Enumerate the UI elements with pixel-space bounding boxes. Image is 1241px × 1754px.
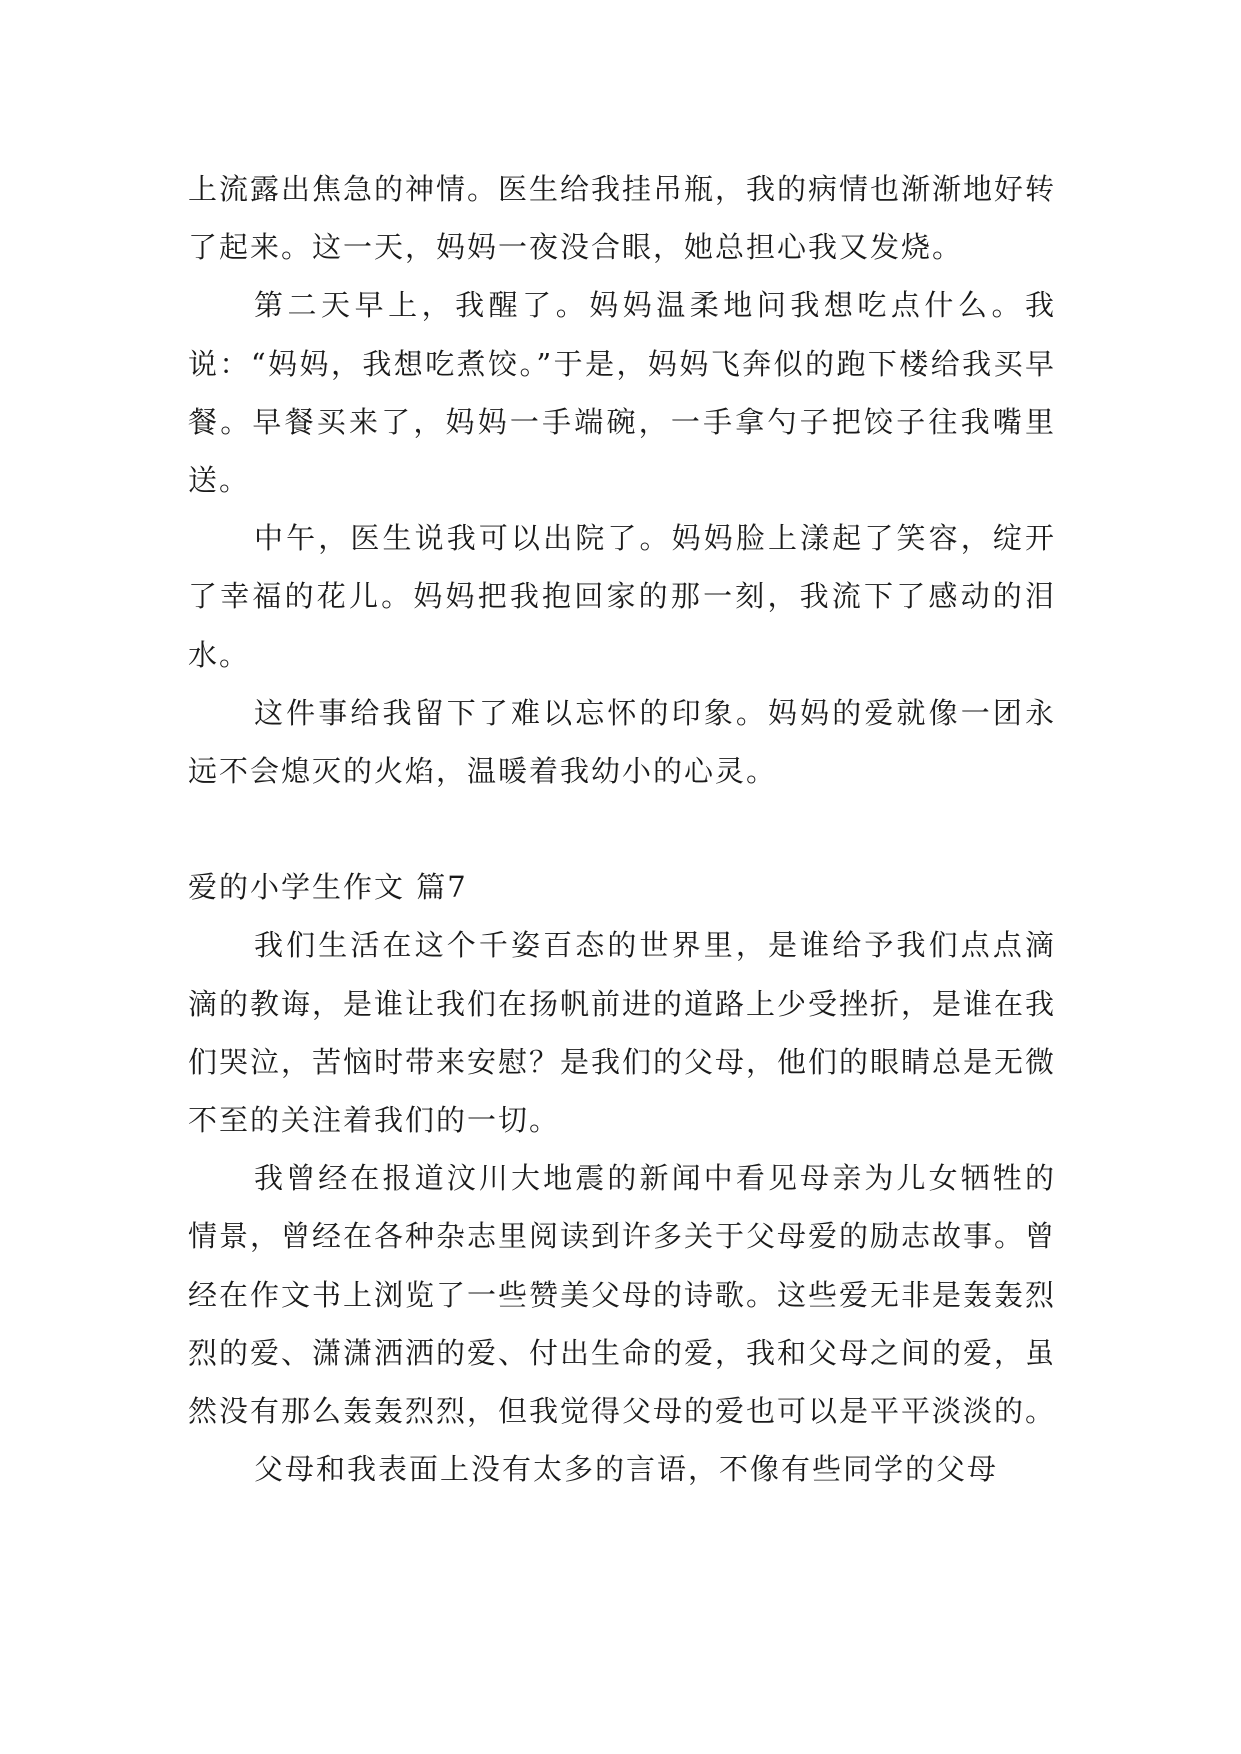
paragraph: 我们生活在这个千姿百态的世界里，是谁给予我们点点滴滴的教诲，是谁让我们在扬帆前进的道路上少受挫折，是谁在我们哭泣，苦恼时带来安慰？是我们的父母，他们的眼睛总是无微不至的关注着我们的一切。 [188, 928, 1057, 1138]
paragraph: 中午，医生说我可以出院了。妈妈脸上漾起了笑容，绽开了幸福的花儿。妈妈把我抱回家的那一刻，我流下了感动的泪水。 [188, 521, 1056, 672]
document-body [188, 160, 1056, 1498]
paragraph-continued: 上流露出焦急的神情。医生给我挂吊瓶，我的病情也渐渐地好转了起来。这一天，妈妈一夜没合眼，她总担心我又发烧。 [188, 172, 1057, 265]
section-heading: 爱的小学生作文 篇7 [188, 870, 468, 905]
paragraph: 这件事给我留下了难以忘怀的印象。妈妈的爱就像一团永远不会熄灭的火焰，温暖着我幼小的心灵。 [188, 695, 1056, 789]
paragraph-truncated: 父母和我表面上没有太多的言语，不像有些同学的父母 [254, 1452, 999, 1487]
paragraph: 我曾经在报道汶川大地震的新闻中看见母亲为儿女牺牲的情景，曾经在各种杂志里阅读到许多关于父母爱的励志故事。曾经在作文书上浏览了一些赞美父母的诗歌。这些爱无非是轰轰烈烈的爱、潇潇洒洒的爱、付出生命的爱，我和父母之间的爱，虽然没有那么轰轰烈烈，但我觉得父母的爱也可以是平平淡淡的。 [188, 1161, 1057, 1429]
paragraph: 第二天早上，我醒了。妈妈温柔地问我想吃点什么。我说：“妈妈，我想吃煮饺。”于是，妈妈飞奔似的跑下楼给我买早餐。早餐买来了，妈妈一手端碗，一手拿勺子把饺子往我嘴里送。 [188, 288, 1056, 498]
